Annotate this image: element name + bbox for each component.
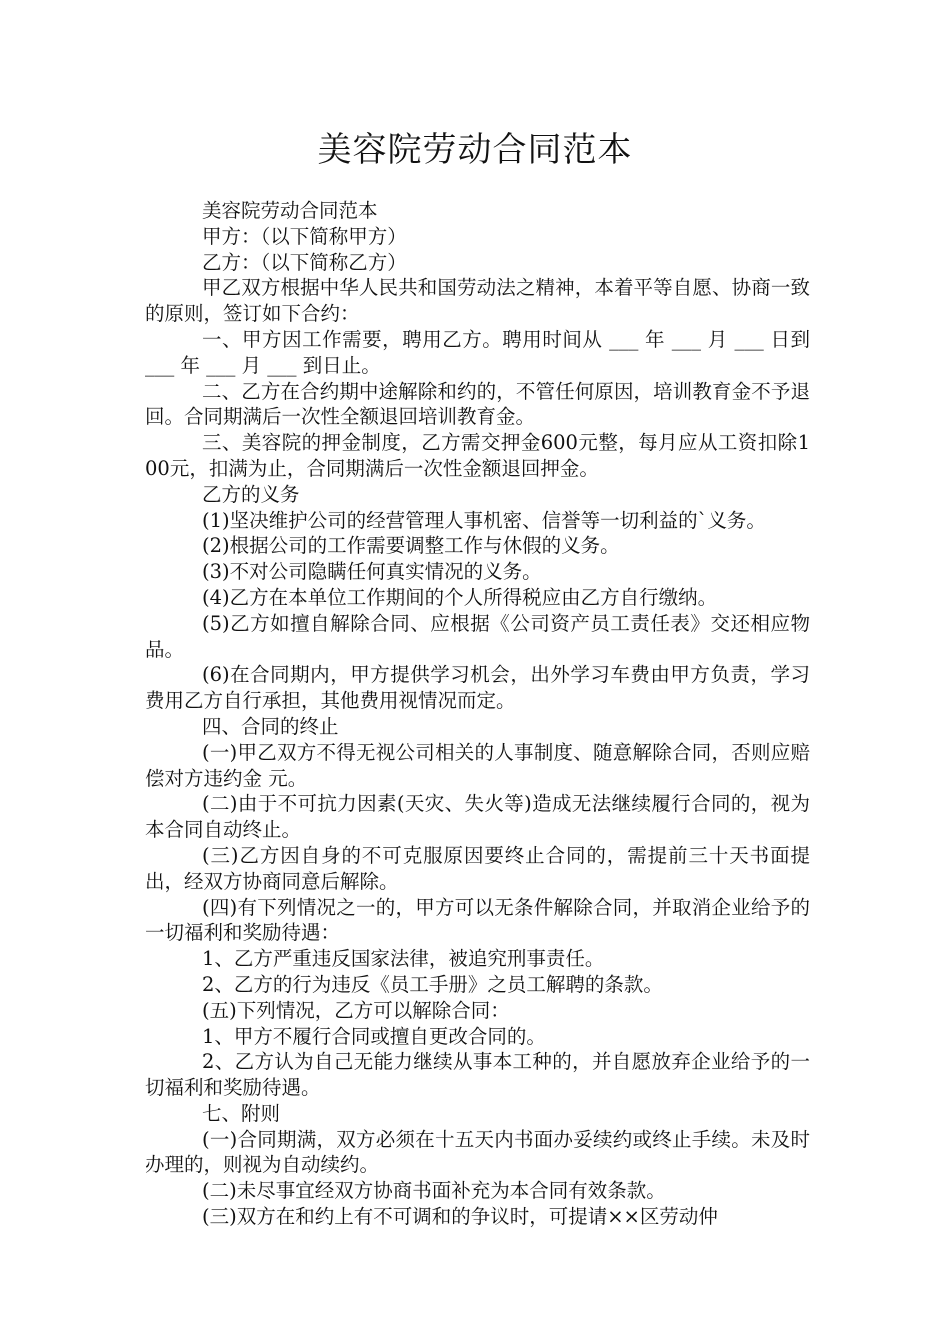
paragraph: (一)合同期满，双方必须在十五天内书面办妥续约或终止手续。未及时办理的，则视为自动续约。: [145, 1127, 810, 1177]
paragraph: 1、乙方严重违反国家法律，被追究刑事责任。: [202, 947, 605, 971]
paragraph: (一)甲乙双方不得无视公司相关的人事制度、随意解除合同，否则应赔偿对方违约金 元。: [145, 740, 810, 790]
paragraph: (1)坚决维护公司的经营管理人事机密、信誉等一切利益的`义务。: [202, 508, 766, 532]
paragraph: (二)由于不可抗力因素(天灾、失火等)造成无法继续履行合同的，视为本合同自动终止。: [145, 792, 810, 842]
paragraph: (5)乙方如擅自解除合同、应根据《公司资产员工责任表》交还相应物品。: [145, 611, 810, 661]
paragraph: 一、甲方因工作需要，聘用乙方。聘用时间从 ___ 年 ___ 月 ___ 日到 ___ 年 ___ 月 ___ 到日止。: [145, 327, 810, 377]
paragraph: 四、合同的终止: [202, 714, 339, 738]
paragraph: (五)下列情况，乙方可以解除合同：: [202, 998, 510, 1022]
paragraph: 2、乙方认为自己无能力继续从事本工种的，并自愿放弃企业给予的一切福利和奖励待遇。: [145, 1050, 810, 1100]
paragraph: (4)乙方在本单位工作期间的个人所得税应由乙方自行缴纳。: [202, 585, 718, 609]
paragraph: 七、附则: [202, 1101, 281, 1125]
document-title: 美容院劳动合同范本: [317, 130, 633, 170]
document-body: [145, 198, 810, 1230]
paragraph: 1、甲方不履行合同或擅自更改合同的。: [202, 1024, 546, 1048]
paragraph: (2)根据公司的工作需要调整工作与休假的义务。: [202, 534, 620, 558]
paragraph: 甲方：（以下简称甲方）: [202, 224, 407, 248]
paragraph: 乙方：（以下简称乙方）: [202, 250, 407, 274]
paragraph: (四)有下列情况之一的，甲方可以无条件解除合同，并取消企业给予的一切福利和奖励待遇：: [145, 895, 810, 945]
paragraph: (三)双方在和约上有不可调和的争议时，可提请××区劳动仲: [202, 1205, 718, 1229]
paragraph: (三)乙方因自身的不可克服原因要终止合同的，需提前三十天书面提出，经双方协商同意后解除。: [145, 843, 810, 893]
paragraph: 美容院劳动合同范本: [202, 199, 378, 222]
paragraph: 甲乙双方根据中华人民共和国劳动法之精神，本着平等自愿、协商一致的原则，签订如下合约：: [145, 276, 810, 326]
paragraph: (3)不对公司隐瞒任何真实情况的义务。: [202, 560, 542, 584]
paragraph: 乙方的义务: [202, 482, 300, 506]
paragraph: (二)未尽事宜经双方协商书面补充为本合同有效条款。: [202, 1179, 666, 1203]
paragraph: 三、美容院的押金制度，乙方需交押金600元整，每月应从工资扣除100元，扣满为止，合同期满后一次性金额退回押金。: [145, 431, 810, 480]
paragraph: 2、乙方的行为违反《员工手册》之员工解聘的条款。: [202, 972, 663, 996]
paragraph: 二、乙方在合约期中途解除和约的，不管任何原因，培训教育金不予退回。合同期满后一次性全额退回培训教育金。: [145, 379, 810, 429]
paragraph: (6)在合同期内，甲方提供学习机会，出外学习车费由甲方负责，学习费用乙方自行承担，其他费用视情况而定。: [145, 663, 810, 713]
